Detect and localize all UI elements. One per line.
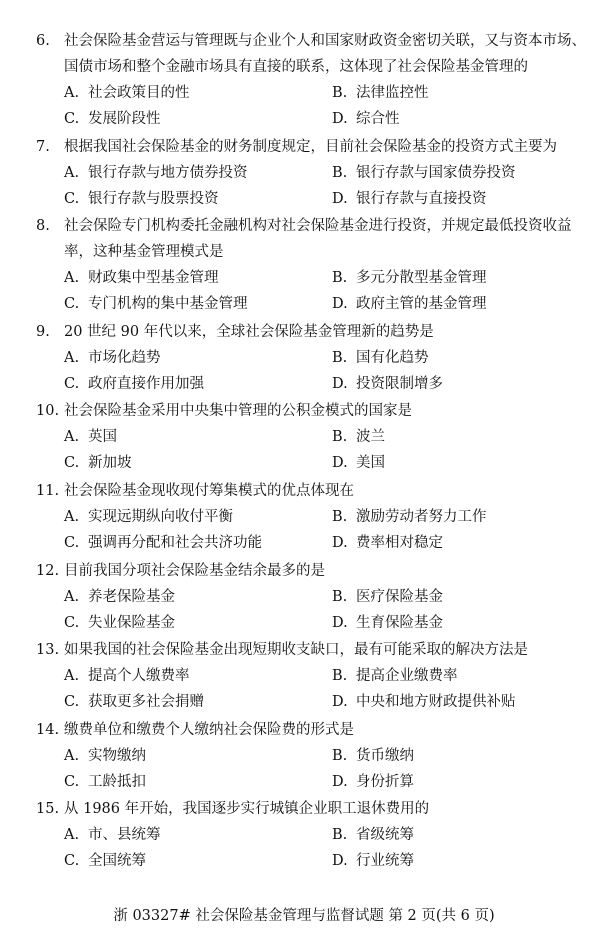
question-6	[0, 28, 608, 132]
question-text: 缴费单位和缴费个人缴纳社会保险费的形式是	[64, 722, 354, 738]
question-text: 根据我国社会保险基金的财务制度规定，目前社会保险基金的投资方式主要为	[64, 139, 557, 155]
question-text: 如果我国的社会保险基金出现短期收支缺口，最有可能采取的解决方法是	[64, 642, 528, 658]
question-number: 14.	[36, 722, 60, 738]
option-d: D. 政府主管的基金管理	[332, 296, 487, 312]
option-d: D. 银行存款与直接投资	[332, 191, 487, 207]
option-b: B. 银行存款与国家债券投资	[332, 165, 516, 181]
question-number: 15.	[36, 801, 60, 817]
options	[0, 584, 608, 636]
option-b: B. 省级统筹	[332, 827, 414, 843]
question-number: 12.	[36, 563, 60, 579]
options	[0, 265, 608, 317]
question-13	[0, 637, 608, 715]
question-text: 社会保险基金现收现付筹集模式的优点体现在	[64, 483, 354, 499]
option-c: C. 获取更多社会捐赠	[64, 694, 204, 710]
option-c: C. 政府直接作用加强	[64, 376, 204, 392]
page-footer: 浙 03327# 社会保险基金管理与监督试题 第 2 页(共 6 页)	[113, 908, 495, 924]
option-b: B. 国有化趋势	[332, 350, 429, 366]
question-text: 社会保险专门机构委托金融机构对社会保险基金进行投资，并规定最低投资收益率，这种基金管理模式是	[64, 218, 572, 260]
option-c: C. 工龄抵扣	[64, 774, 146, 790]
option-b: B. 激励劳动者努力工作	[332, 509, 487, 525]
question-12	[0, 558, 608, 636]
option-a: A. 社会政策目的性	[64, 85, 190, 101]
question-stem	[0, 398, 608, 424]
question-number: 8.	[36, 218, 50, 234]
option-c: C. 失业保险基金	[64, 615, 175, 631]
option-a: A. 财政集中型基金管理	[64, 270, 219, 286]
question-text: 20 世纪 90 年代以来，全球社会保险基金管理新的趋势是	[64, 324, 434, 340]
option-c: C. 强调再分配和社会共济功能	[64, 535, 262, 551]
option-d: D. 身份折算	[332, 774, 414, 790]
option-a: A. 银行存款与地方债券投资	[64, 165, 248, 181]
question-11	[0, 478, 608, 556]
question-15	[0, 796, 608, 874]
option-c: C. 发展阶段性	[64, 111, 161, 127]
question-number: 11.	[36, 483, 60, 499]
option-d: D. 行业统筹	[332, 853, 414, 869]
question-stem	[0, 134, 608, 160]
option-d: D. 生育保险基金	[332, 615, 443, 631]
options	[0, 822, 608, 874]
option-c: C. 全国统筹	[64, 853, 146, 869]
option-d: D. 美国	[332, 455, 385, 471]
question-stem	[0, 637, 608, 663]
question-8	[0, 213, 608, 317]
option-b: B. 波兰	[332, 429, 385, 445]
option-b: B. 货币缴纳	[332, 748, 414, 764]
question-7	[0, 134, 608, 212]
option-d: D. 综合性	[332, 111, 400, 127]
option-b: B. 法律监控性	[332, 85, 429, 101]
question-number: 10.	[36, 403, 60, 419]
option-b: B. 提高企业缴费率	[332, 668, 458, 684]
option-a: A. 英国	[64, 429, 117, 445]
options	[0, 160, 608, 212]
question-text: 社会保险基金采用中央集中管理的公积金模式的国家是	[64, 403, 412, 419]
question-10	[0, 398, 608, 476]
options	[0, 345, 608, 397]
option-c: C. 银行存款与股票投资	[64, 191, 219, 207]
question-number: 9.	[36, 324, 50, 340]
option-a: A. 实现远期纵向收付平衡	[64, 509, 233, 525]
question-stem	[0, 478, 608, 504]
options	[0, 504, 608, 556]
option-a: A. 市、县统筹	[64, 827, 161, 843]
question-text: 目前我国分项社会保险基金结余最多的是	[64, 563, 325, 579]
option-d: D. 费率相对稳定	[332, 535, 443, 551]
question-number: 7.	[36, 139, 50, 155]
question-stem	[0, 717, 608, 743]
question-stem	[0, 558, 608, 584]
question-14	[0, 717, 608, 795]
option-c: C. 专门机构的集中基金管理	[64, 296, 248, 312]
options	[0, 424, 608, 476]
option-a: A. 实物缴纳	[64, 748, 146, 764]
option-a: A. 提高个人缴费率	[64, 668, 190, 684]
question-number: 6.	[36, 33, 50, 49]
question-9	[0, 319, 608, 397]
option-a: A. 养老保险基金	[64, 589, 175, 605]
option-b: B. 医疗保险基金	[332, 589, 443, 605]
question-stem	[0, 319, 608, 345]
option-b: B. 多元分散型基金管理	[332, 270, 487, 286]
question-stem	[0, 213, 608, 265]
question-text: 社会保险基金营运与管理既与企业个人和国家财政资金密切关联，又与资本市场、国债市场和整个金融市场具有直接的联系，这体现了社会保险基金管理的	[64, 33, 586, 75]
question-text: 从 1986 年开始，我国逐步实行城镇企业职工退休费用的	[64, 801, 430, 817]
question-number: 13.	[36, 642, 60, 658]
options	[0, 80, 608, 132]
question-stem	[0, 28, 608, 80]
question-stem	[0, 796, 608, 822]
options	[0, 743, 608, 795]
option-d: D. 中央和地方财政提供补贴	[332, 694, 516, 710]
option-c: C. 新加坡	[64, 455, 132, 471]
option-d: D. 投资限制增多	[332, 376, 443, 392]
option-a: A. 市场化趋势	[64, 350, 161, 366]
options	[0, 663, 608, 715]
